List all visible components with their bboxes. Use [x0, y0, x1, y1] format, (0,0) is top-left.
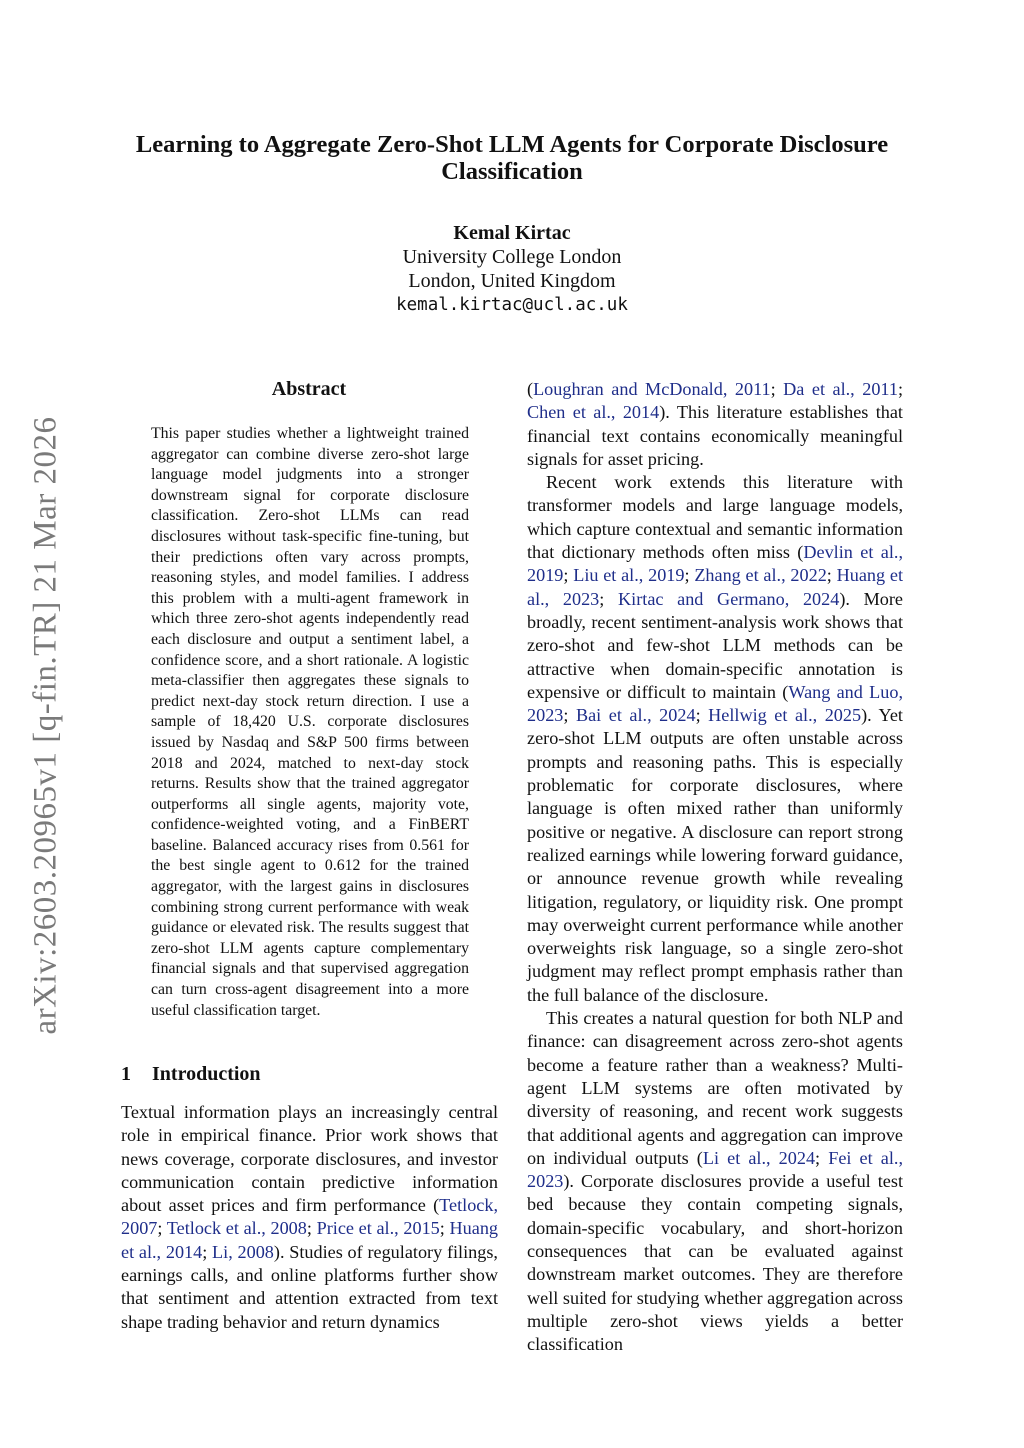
author-email: kemal.kirtac@ucl.ac.uk: [396, 295, 628, 315]
citation-link[interactable]: Fei et al., 2023: [527, 1147, 903, 1192]
citation-link[interactable]: Chen et al., 2014: [527, 402, 660, 423]
citation-separator: ;: [695, 705, 709, 726]
citation-link[interactable]: Liu et al., 2019: [573, 565, 685, 586]
intro-paragraph-2: [527, 471, 903, 1007]
arxiv-identifier-sidebar: [27, 405, 64, 1045]
intro-paragraph-1: [121, 1101, 498, 1334]
citation-link[interactable]: Price et al., 2015: [316, 1218, 440, 1239]
citation-separator: ;: [897, 379, 903, 399]
body-text: ). This literature establishes that financial text contains economically meaningful signals for asset pricing.: [527, 402, 903, 469]
citation-separator: ;: [157, 1218, 167, 1239]
body-text: (: [527, 379, 534, 399]
paper-title: Learning to Aggregate Zero-Shot LLM Agents for Corporate Disclosure Classification: [135, 131, 889, 185]
citation-link[interactable]: Wang and Luo, 2023: [527, 681, 903, 726]
citation-separator: ;: [599, 588, 619, 609]
body-text: ). Studies of regulatory filings, earnings calls, and online platforms further show that sentiment and attention extracted from text shape trading behavior and return dynamics: [121, 1241, 498, 1332]
citation-link[interactable]: Tetlock, 2007: [121, 1195, 498, 1239]
citation-link[interactable]: Huang et al., 2014: [121, 1218, 499, 1262]
body-text: Textual information plays an increasingly central role in empirical finance. Prior work shows that news coverage, corporate disclosures, and investor communication contain predictive information about asset prices and firm performance (: [121, 1102, 498, 1216]
citation-link[interactable]: Tetlock et al., 2008: [166, 1218, 307, 1239]
body-text: Recent work extends this literature with transformer models and large language models, which capture contextual and semantic information that dictionary methods often miss (: [527, 472, 903, 563]
right-column: [527, 378, 903, 1356]
citation-separator: ;: [770, 379, 784, 399]
citation-separator: ;: [826, 565, 837, 586]
intro-paragraph-1-cont: [527, 378, 903, 471]
citation-link[interactable]: Devlin et al., 2019: [527, 542, 903, 586]
citation-separator: ;: [684, 565, 695, 586]
citation-separator: ;: [306, 1218, 317, 1239]
citation-separator: ;: [563, 705, 576, 726]
citation-separator: ;: [439, 1218, 450, 1239]
abstract-text: This paper studies whether a lightweight trained aggregator can combine diverse zero-shot large language model judgments into a stronger downstream signal for corporate disclosure classification. Zero-shot LLMs can read disclosures without task-specific fine-tuning, but their predictions often vary across prompts, reasoning styles, and model families. I address this problem with a multi-agent framework in which three zero-shot agents independently read each disclosure and output a sentiment label, a confidence score, and a short rationale. A logistic meta-classifier then aggregates these signals to predict next-day stock return direction. I use a sample of 18,420 U.S. corporate disclosures issued by Nasdaq and S&P 500 firms between 2018 and 2024, matched to next-day stock returns. Results show that the trained aggregator outperforms all single agents, majority vote, confidence-weighted voting, and a FinBERT baseline. Balanced accuracy rises from 0.561 for the best single agent to 0.612 for the trained aggregator, with the largest gains in disclosures combining strong current performance with weak guidance or elevated risk. The results suggest that zero-shot LLM agents capture complementary financial signals and that supervised aggregation can turn cross-agent disagreement into a more useful classification target.: [151, 425, 469, 1019]
citation-separator: ;: [563, 565, 574, 586]
citation-link[interactable]: Li, 2008: [212, 1241, 274, 1262]
citation-link[interactable]: Huang et al., 2023: [527, 565, 904, 609]
body-text: ). More broadly, recent sentiment-analysis work shows that zero-shot and few-shot LLM methods can be attractive when domain-specific annotation is expensive or difficult to maintain (: [527, 588, 903, 702]
citation-separator: ;: [815, 1147, 829, 1168]
citation-link[interactable]: Hellwig et al., 2025: [708, 705, 862, 726]
author-affiliation: University College London: [402, 246, 622, 268]
section-number: 1: [121, 1063, 131, 1085]
body-text: This creates a natural question for both NLP and finance: can disagreement across zero-shot agents become a feature rather than a weakness? Multi-agent LLM systems are often motivated by diversity of reasoning, and recent work suggests that additional agents and aggregation can improve on individual outputs (: [527, 1008, 903, 1168]
intro-paragraph-3: [527, 1007, 903, 1356]
citation-link[interactable]: Bai et al., 2024: [575, 705, 696, 726]
citation-link[interactable]: Li et al., 2024: [702, 1147, 816, 1168]
author-name: Kemal Kirtac: [453, 222, 571, 244]
body-text: ). Yet zero-shot LLM outputs are often unstable across prompts and reasoning paths. This is especially problematic for corporate disclosures, where language is often mixed rather than uniformly positive or negative. A disclosure can report strong realized earnings while lowering forward guidance, or announce revenue growth while revealing litigation, regulatory, or liquidity risk. One prompt may overweight current performance while another overweights risk language, so a single zero-shot judgment may reflect prompt emphasis rather than the full balance of the disclosure.: [527, 705, 903, 1005]
body-text: ). Corporate disclosures provide a useful test bed because they contain competing signals, domain-specific vocabulary, and short-horizon consequences that can be evaluated against downstream market outcomes. They are therefore well suited for studying whether aggregation across multiple zero-shot views yields a better classification: [527, 1171, 903, 1355]
citation-separator: ;: [202, 1241, 213, 1262]
section-heading-introduction: [121, 1063, 261, 1086]
citation-link[interactable]: Loughran and McDonald, 2011: [533, 379, 771, 399]
abstract-heading: Abstract: [271, 378, 347, 400]
author-location: London, United Kingdom: [408, 270, 616, 292]
arxiv-identifier-text: arXiv:2603.20965v1 [q-fin.TR] 21 Mar 2026: [27, 415, 64, 1035]
section-title: Introduction: [152, 1063, 261, 1085]
citation-link[interactable]: Da et al., 2011: [783, 379, 898, 399]
citation-link[interactable]: Kirtac and Germano, 2024: [618, 588, 840, 609]
citation-link[interactable]: Zhang et al., 2022: [694, 565, 827, 586]
